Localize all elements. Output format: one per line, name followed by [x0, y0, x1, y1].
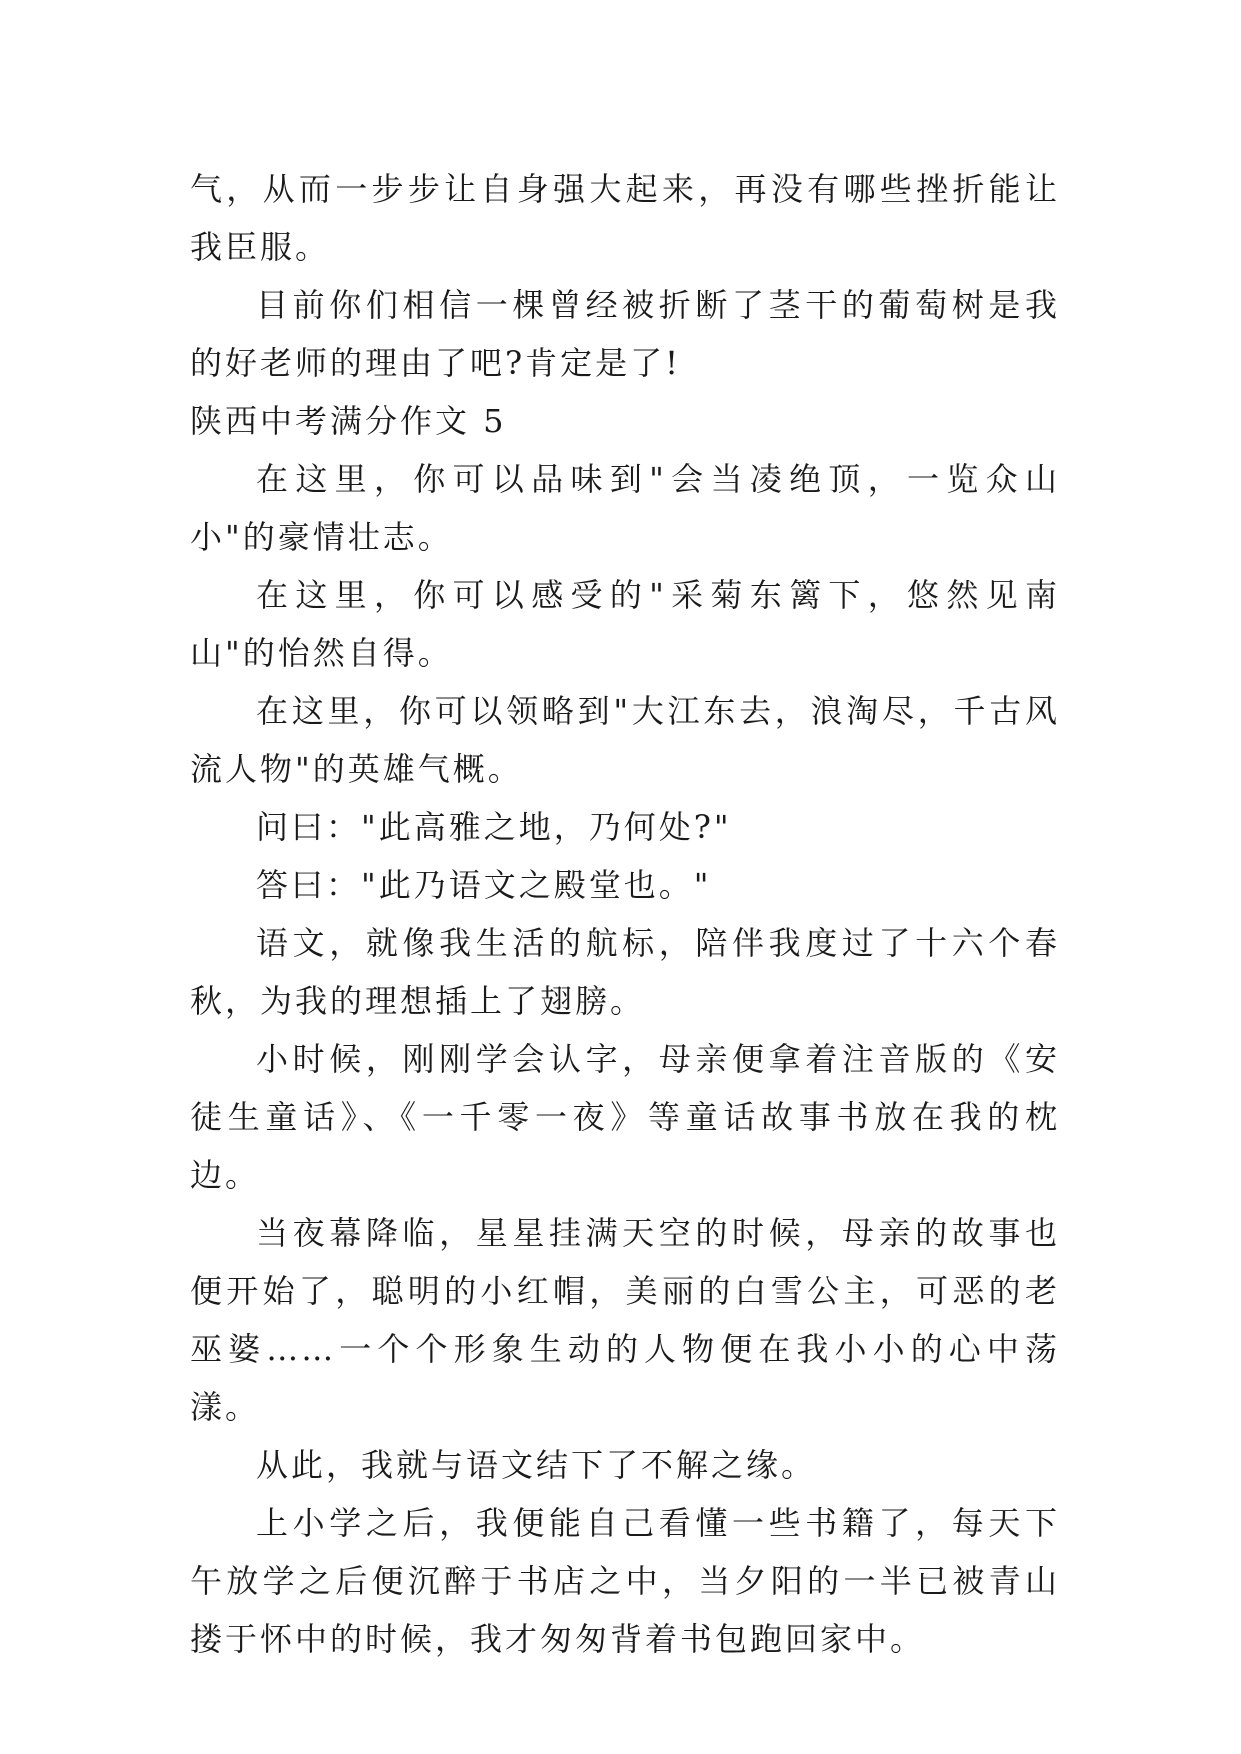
paragraph: 目前你们相信一棵曾经被折断了茎干的葡萄树是我的好老师的理由了吧?肯定是了! [190, 286, 1060, 382]
document-body [190, 160, 1060, 1668]
paragraph: 答曰："此乃语文之殿堂也。" [256, 866, 712, 904]
paragraph: 在这里，你可以领略到"大江东去，浪淘尽，千古风流人物"的英雄气概。 [190, 692, 1060, 788]
paragraph: 从此，我就与语文结下了不解之缘。 [256, 1446, 817, 1484]
paragraph: 在这里，你可以品味到"会当凌绝顶，一览众山小"的豪情壮志。 [190, 460, 1060, 556]
paragraph: 气，从而一步步让自身强大起来，再没有哪些挫折能让我臣服。 [190, 170, 1060, 266]
paragraph: 上小学之后，我便能自己看懂一些书籍了，每天下午放学之后便沉醉于书店之中，当夕阳的一半已被青山搂于怀中的时候，我才匆匆背着书包跑回家中。 [190, 1504, 1060, 1658]
section-title: 陕西中考满分作文 5 [190, 402, 507, 440]
paragraph: 小时候，刚刚学会认字，母亲便拿着注音版的《安徒生童话》、《一千零一夜》等童话故事书放在我的枕边。 [190, 1040, 1060, 1194]
paragraph: 问曰："此高雅之地，乃何处?" [256, 808, 732, 846]
paragraph: 在这里，你可以感受的"采菊东篱下，悠然见南山"的怡然自得。 [190, 576, 1060, 672]
paragraph: 当夜幕降临，星星挂满天空的时候，母亲的故事也便开始了，聪明的小红帽，美丽的白雪公主，可恶的老巫婆……一个个形象生动的人物便在我小小的心中荡漾。 [190, 1214, 1060, 1426]
paragraph: 语文，就像我生活的航标，陪伴我度过了十六个春秋，为我的理想插上了翅膀。 [190, 924, 1060, 1020]
